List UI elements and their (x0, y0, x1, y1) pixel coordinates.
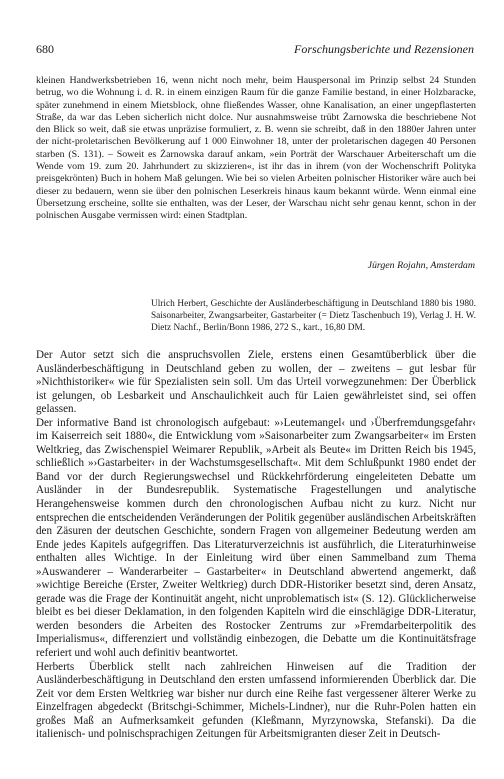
bibliographic-entry: Ulrich Herbert, Geschichte der Ausländerbeschäftigung in Deutschland 1880 bis 1980. Saisonarbeiter, Zwangsarbeiter, Gastarbeiter (= Dietz Taschenbuch 19), Verlag J. H. W. Dietz Nachf., Berlin/Bonn 1986, 272 S., kart., 16,80 DM. (151, 299, 476, 333)
review-2-paragraph-3: Herberts Überblick stellt nach zahlreichen Hinweisen auf die Tradition der Ausländerbeschäftigung in Deutschland den ersten umfassend informierenden Überblick dar. Die Zeit vor dem Ersten Weltkrieg war bisher nur durch eine Reihe fast vergessener älterer Werke zu Einzelfragen abgedeckt (Britschgi-Schimmer, Michels-Lindner), nur die Ruhr-Polen hatten ein großes Maß an Aufmerksamkeit gefunden (Kleßmann, Myrzynowska, Stefanski). Da die italienisch- und polnischsprachigen Zeitungen für Arbeitsmigranten dieser Zeit in Deutsch- (36, 660, 476, 741)
review-1-paragraph: kleinen Handwerksbetrieben 16, wenn nicht noch mehr, beim Hauspersonal im Prinzip selbst 24 Stunden betrug, wo die Wohnung i. d. R. in einem einzigen Raum für die ganze Familie bestand, in einer Holzbaracke, später zunehmend in einem Mietsblock, ohne fließendes Wasser, ohne Kanalisation, an einer ungepflasterten Straße, da war das Leben sicherlich nicht dolce. Nur ausnahmsweise trübt Żarnowska die beschriebene Not den Blick so weit, daß sie etwas unpräzise formuliert, z. B. wenn sie schreibt, daß in den 1880er Jahren unter der nicht-proletarischen Bevölkerung auf 1 000 Einwohner 18, unter der proletarischen dagegen 40 Personen starben (S. 131). – Soweit es Żarnowska darauf ankam, »ein Porträt der Warschauer Arbeiterschaft um die Wende vom 19. zum 20. Jahrhundert zu skizzieren«, ist ihr das in ihrem (von der Wochenschrift Polityka preisgekrönten) Buch in hohem Maß gelungen. Wie bei so vielen Arbeiten polnischer Historiker wäre auch bei dieser zu bedauern, wenn sie über den polnischen Leserkreis hinaus kaum bekannt würde. Wenn einmal eine Übersetzung erscheine, sollte sie enthalten, was der Leser, der Warschau nicht sehr genau kennt, schon in der polnischen Ausgabe vermissen wird: einen Stadtplan. (36, 75, 476, 222)
review-1-text (36, 75, 476, 223)
page-number: 680 (36, 42, 54, 56)
review-2-paragraph-1: Der Autor setzt sich die anspruchsvollen Ziele, erstens einen Gesamtüberblick über die Ausländerbeschäftigung in Deutschland geben zu wollen, der – zweitens – gut lesbar für »Nichthistoriker« wie für Spezialisten sein soll. Um das Urteil vorwegzunehmen: Der Überblick ist gelungen, ob Lesbarkeit und Anschaulichkeit auch für Laien gewährleistet sind, sei offen gelassen. (36, 349, 476, 416)
review-2-paragraph-2: Der informative Band ist chronologisch aufgebaut: »›Leutemangel‹ und ›Überfremdungsgefahr‹ im Kaiserreich seit 1880«, die Entwicklung vom »Saisonarbeiter zum Zwangsarbeiter« im Ersten Weltkrieg, das Zwischenspiel Weimarer Republik, »Arbeit als Beute« im Dritten Reich bis 1945, schließlich »›Gastarbeiter‹ in der Wachstumsgesellschaft«. Mit dem Schlußpunkt 1980 endet der Band vor der durch Regierungswechsel und Rückkehrförderung eingeleiteten Debatte um Ausländer in der Bundesrepublik. Systematische Fragestellungen und analytische Herangehensweise kommen durch den chronologischen Aufbau nicht zu kurz. Nicht nur entsprechen die entscheidenden Veränderungen der Politik gegenüber ausländischen Arbeitskräften den Zäsuren der deutschen Geschichte, sondern Fragen von allgemeiner Bedeutung werden am Ende jedes Kapitels aufgegriffen. Das Literaturverzeichnis ist ausführlich, die Literaturhinweise enthalten alles Wichtige. In der Einleitung wird über einen Sammelband zum Thema »Auswanderer – Wanderarbeiter – Gastarbeiter« in Deutschland abwertend angemerkt, daß »wichtige Bereiche (Erster, Zweiter Weltkrieg) durch DDR-Historiker besetzt sind, deren Ansatz, gerade was die Frage der Kontinuität angeht, nicht unproblematisch ist« (S. 12). Glücklicherweise bleibt es bei dieser Deklamation, in den folgenden Kapiteln wird die einschlägige DDR-Literatur, werden besonders die Arbeiten des Rostocker Zentrums zur »Fremdarbeiterpolitik des Imperialismus«, differenziert und vollständig einbezogen, die Debatte um die Kontinuitätsfrage referiert und wohl auch definitiv beantwortet. (36, 416, 476, 660)
running-title: Forschungsberichte und Rezensionen (294, 42, 474, 56)
reviewer-signature: Jürgen Rojahn, Amsterdam (367, 260, 475, 271)
page-header (36, 42, 474, 60)
review-2-text (36, 349, 476, 742)
